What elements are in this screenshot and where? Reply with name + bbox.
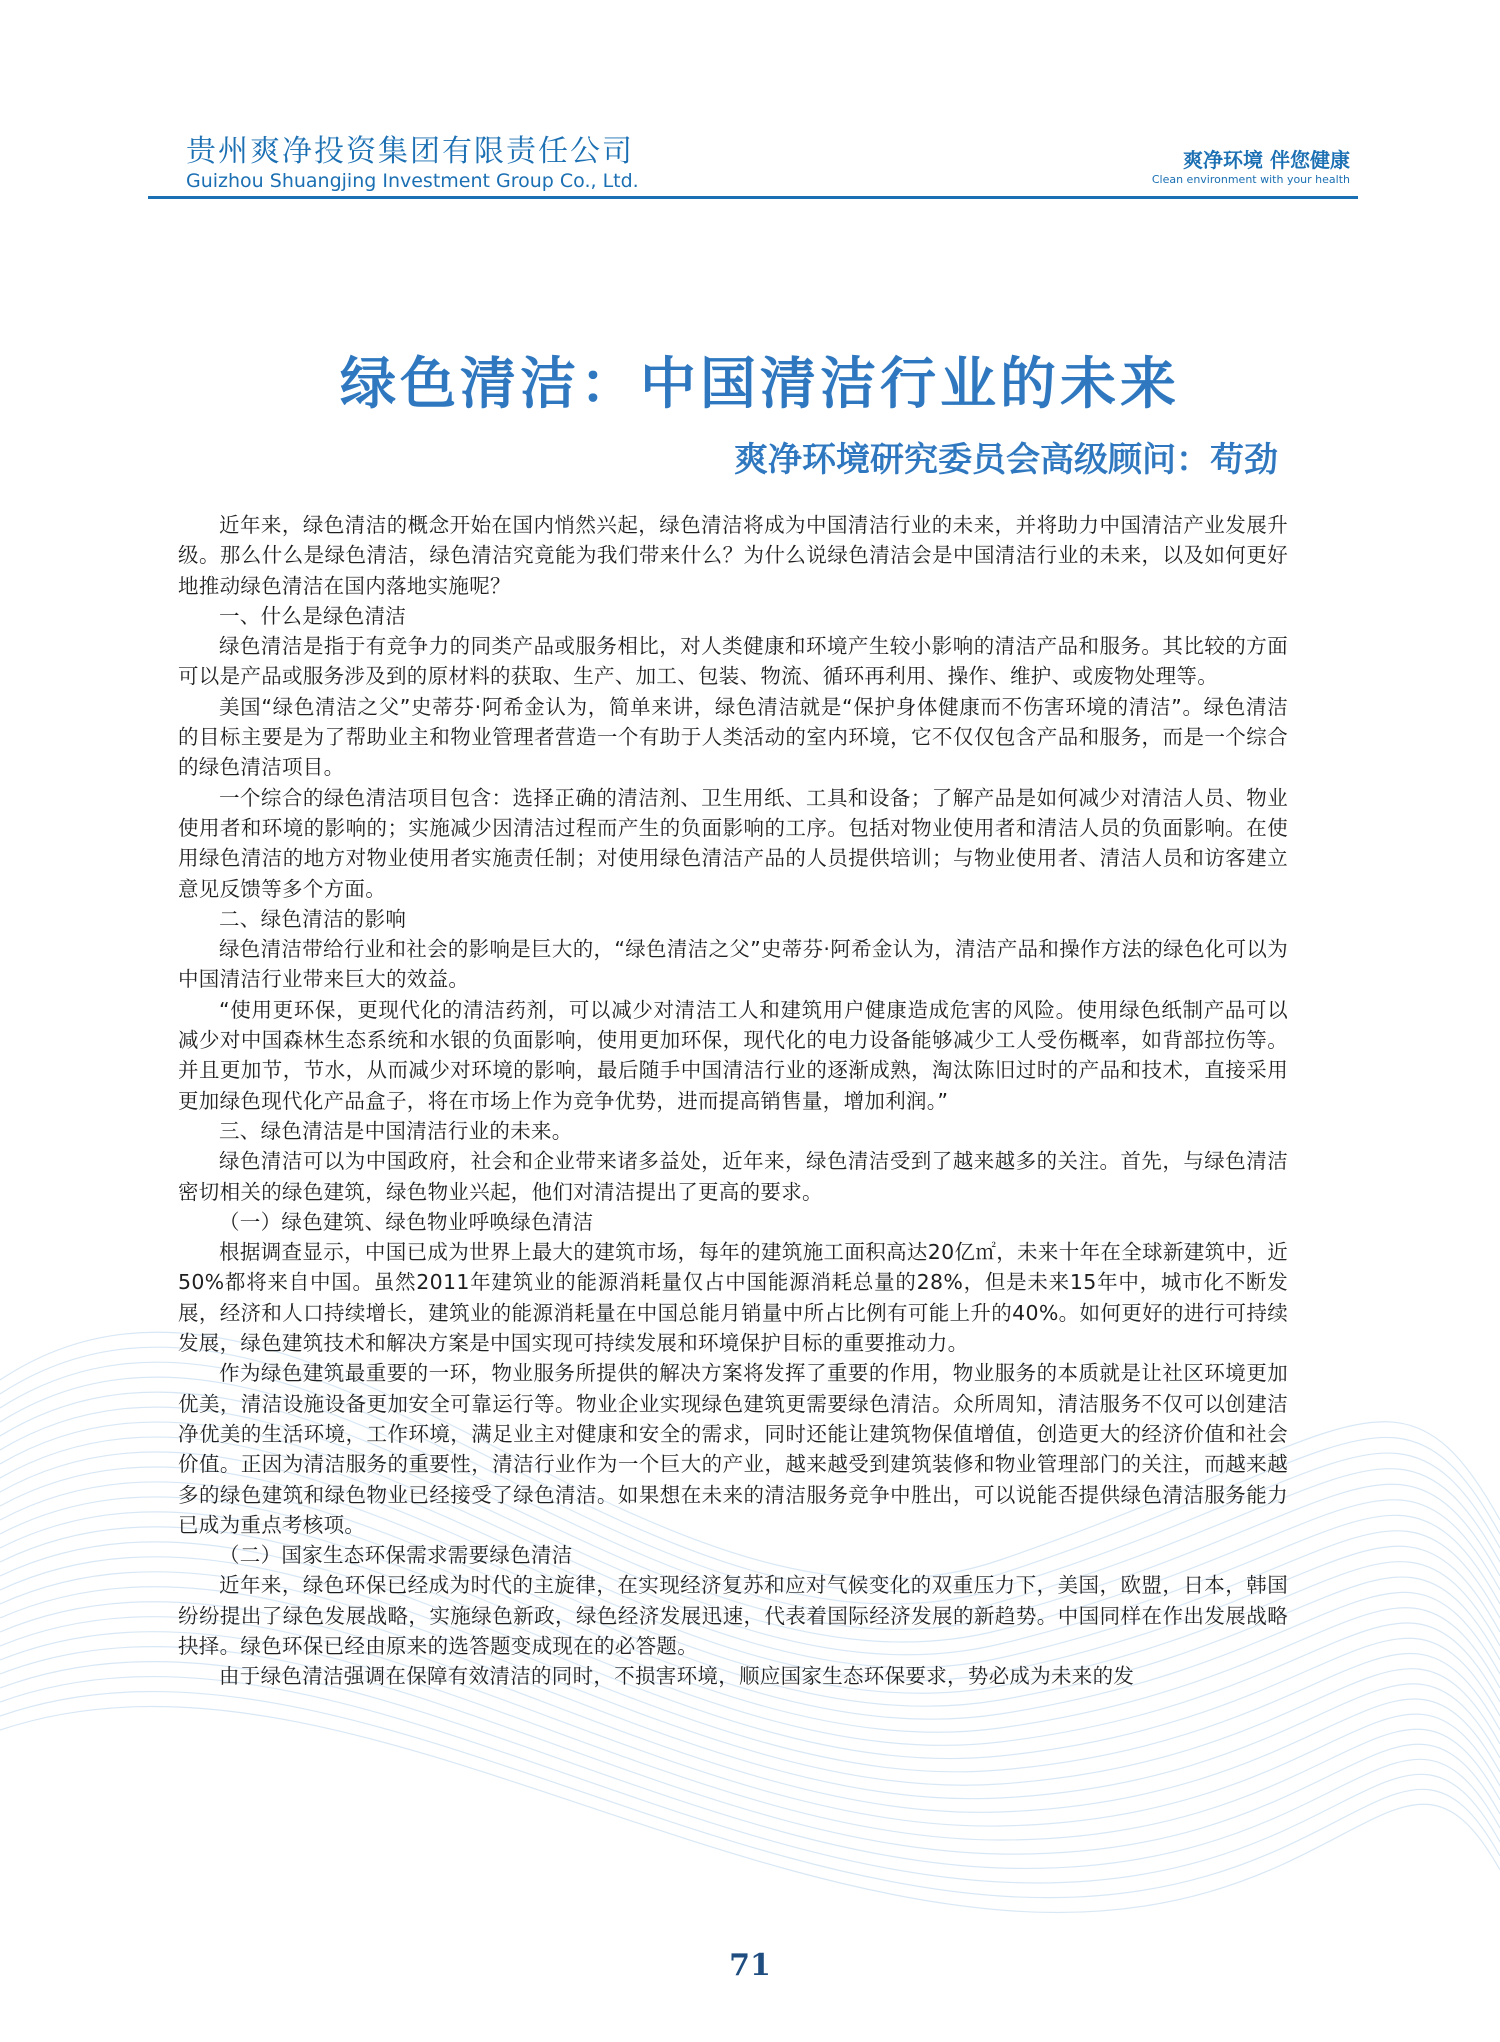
page-number: 71	[729, 1948, 771, 1983]
paragraph: 近年来，绿色清洁的概念开始在国内悄然兴起，绿色清洁将成为中国清洁行业的未来，并将助力中国清洁产业发展升级。那么什么是绿色清洁，绿色清洁究竟能为我们带来什么？为什么说绿色清洁会是中国清洁行业的未来，以及如何更好地推动绿色清洁在国内落地实施呢？	[178, 513, 1288, 598]
slogan-cn: 爽净环境 伴您健康	[1183, 148, 1350, 172]
section-heading: 三、绿色清洁是中国清洁行业的未来。	[219, 1118, 573, 1143]
wave-line	[0, 1662, 1500, 1869]
section-heading: 一、什么是绿色清洁	[219, 603, 407, 628]
subsection-heading: （二）国家生态环保需求需要绿色清洁	[219, 1543, 573, 1568]
company-name-en: Guizhou Shuangjing Investment Group Co., Ltd.	[186, 170, 639, 192]
header-rule	[148, 196, 1358, 199]
page-header	[0, 0, 1500, 210]
paragraph: 作为绿色建筑最重要的一环，物业服务所提供的解决方案将发挥了重要的作用，物业服务的本质就是让社区环境更加优美，清洁设施设备更加安全可靠运行等。物业企业实现绿色建筑更需要绿色清洁。众所周知，清洁服务不仅可以创建洁净优美的生活环境，工作环境，满足业主对健康和安全的需求，同时还能让建筑物保值增值，创造更大的经济价值和社会价值。正因为清洁服务的重要性，清洁行业作为一个巨大的产业，越来越受到建筑装修和物业管理部门的关注，而越来越多的绿色建筑和绿色物业已经接受了绿色清洁。如果想在未来的清洁服务竞争中胜出，可以说能否提供绿色清洁服务能力已成为重点考核项。	[178, 1361, 1288, 1537]
wave-line	[0, 1677, 1500, 1883]
paragraph: 绿色清洁可以为中国政府，社会和企业带来诸多益处，近年来，绿色清洁受到了越来越多的关注。首先，与绿色清洁密切相关的绿色建筑，绿色物业兴起，他们对清洁提出了更高的要求。	[178, 1149, 1288, 1204]
slogan-en: Clean environment with your health	[1151, 173, 1350, 186]
paragraph: 绿色清洁是指于有竞争力的同类产品或服务相比，对人类健康和环境产生较小影响的清洁产品和服务。其比较的方面可以是产品或服务涉及到的原材料的获取、生产、加工、包装、物流、循环再利用、操作、维护、或废物处理等。	[178, 634, 1288, 689]
company-name-cn: 贵州爽净投资集团有限责任公司	[186, 134, 634, 169]
wave-line	[0, 1692, 1500, 1898]
paragraph: 一个综合的绿色清洁项目包含：选择正确的清洁剂、卫生用纸、工具和设备；了解产品是如何减少对清洁人员、物业使用者和环境的影响的；实施减少因清洁过程而产生的负面影响的工序。包括对物业使用者和清洁人员的负面影响。在使用绿色清洁的地方对物业使用者实施责任制；对使用绿色清洁产品的人员提供培训；与物业使用者、清洁人员和访客建立意见反馈等多个方面。	[178, 785, 1288, 901]
paragraph: 根据调查显示，中国已成为世界上最大的建筑市场，每年的建筑施工面积高达20亿㎡，未来十年在全球新建筑中，近50%都将来自中国。虽然2011年建筑业的能源消耗量仅占中国能源消耗总量的28%，但是未来15年中，城市化不断发展，经济和人口持续增长，建筑业的能源消耗量在中国总能月销量中所占比例有可能上升的40%。如何更好的进行可持续发展，绿色建筑技术和解决方案是中国实现可持续发展和环境保护目标的重要推动力。	[178, 1240, 1288, 1356]
section-heading: 二、绿色清洁的影响	[219, 906, 407, 931]
paragraph: 由于绿色清洁强调在保障有效清洁的同时，不损害环境，顺应国家生态环保要求，势必成为未来的发	[219, 1664, 1135, 1689]
paragraph: 绿色清洁带给行业和社会的影响是巨大的，“绿色清洁之父”史蒂芬·阿希金认为，清洁产品和操作方法的绿色化可以为中国清洁行业带来巨大的效益。	[178, 937, 1288, 992]
article-byline: 爽净环境研究委员会高级顾问：苟劲	[734, 440, 1278, 480]
subsection-heading: （一）绿色建筑、绿色物业呼唤绿色清洁	[219, 1209, 594, 1234]
article-body	[178, 510, 1288, 1692]
paragraph: 美国“绿色清洁之父”史蒂芬·阿希金认为，简单来讲，绿色清洁就是“保护身体健康而不伤害环境的清洁”。绿色清洁的目标主要是为了帮助业主和物业管理者营造一个有助于人类活动的室内环境，它不仅仅包含产品和服务，而是一个综合的绿色清洁项目。	[178, 694, 1288, 780]
wave-line	[0, 1707, 1500, 1913]
paragraph: 近年来，绿色环保已经成为时代的主旋律，在实现经济复苏和应对气候变化的双重压力下，美国，欧盟，日本，韩国纷纷提出了绿色发展战略，实施绿色新政，绿色经济发展迅速，代表着国际经济发展的新趋势。中国同样在作出发展战略抉择。绿色环保已经由原来的选答题变成现在的必答题。	[178, 1573, 1288, 1658]
paragraph: “使用更环保，更现代化的清洁药剂，可以减少对清洁工人和建筑用户健康造成危害的风险。使用绿色纸制产品可以减少对中国森林生态系统和水银的负面影响，使用更加环保，现代化的电力设备能够减少工人受伤概率，如背部拉伤等。并且更加节，节水，从而减少对环境的影响，最后随手中国清洁行业的逐渐成熟，淘汰陈旧过时的产品和技术，直接采用更加绿色现代化产品盒子，将在市场上作为竞争优势，进而提高销售量，增加利润。”	[178, 997, 1288, 1113]
article-title: 绿色清洁：中国清洁行业的未来	[340, 352, 1180, 417]
